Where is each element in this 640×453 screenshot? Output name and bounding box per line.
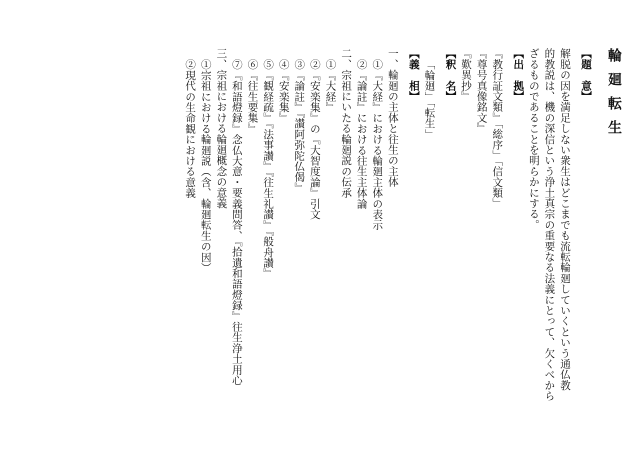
body-line: ざるものであることを明らかにする。 [527, 48, 540, 230]
outline-item: ⑤『観経疏』『法事讃』『往生礼讃』『般舟讃』 [262, 59, 275, 279]
source-line: 『歎異抄』 [460, 48, 473, 102]
source-line: 『教行証文類』「総序」「信文類」 [491, 48, 504, 209]
section-heading-giso: 【義 相】 [407, 48, 420, 102]
outline-heading: 一、輪廻の主体と往生の主体 [386, 48, 399, 188]
body-line: 的教説は、機の深信という浄土真宗の重要なる法義にとって、欠くべから [543, 48, 556, 402]
outline-heading: 三、宗祖における輪廻概念の意義 [215, 48, 228, 209]
outline-item: ②現代の生命観における意義 [184, 59, 197, 199]
outline-item: ②『論註』における往生主体論 [355, 59, 368, 209]
outline-item: ⑥『往生要集』 [246, 59, 259, 134]
outline-heading: 二、宗祖にいたる輪廻説の伝承 [340, 48, 353, 198]
section-heading-shakumyo: 【釈 名】 [444, 48, 457, 102]
section-heading-shukkyo: 【出 拠】 [512, 48, 525, 102]
outline-item: ⑦『和語燈録』念仏大意・要義問答、『拾遺和語燈録』往生浄土用心 [230, 59, 243, 386]
outline-item: ②『安楽集』の『大智度論』引文 [308, 59, 321, 220]
term-line: 「輪廻」「転生」 [423, 59, 436, 140]
document-title: 輪廻転生 [606, 48, 622, 144]
outline-item: ①『大経』 [324, 59, 337, 113]
outline-item: ①『大経』における輪廻主体の表示 [371, 59, 384, 231]
source-line: 『尊号真像銘文』 [475, 48, 488, 134]
outline-item: ③『論註』『讃阿弥陀仏偈』 [293, 59, 306, 193]
body-line: 解脱の因を満足しない衆生はどこまでも流転輪廻していくという通仏教 [559, 48, 571, 391]
section-heading-daii: 【題 意】 [580, 48, 592, 102]
outline-item: ④『安楽集』 [277, 59, 290, 124]
outline-item: ①宗祖における輪廻説（含、輪廻転生の因） [199, 59, 212, 273]
